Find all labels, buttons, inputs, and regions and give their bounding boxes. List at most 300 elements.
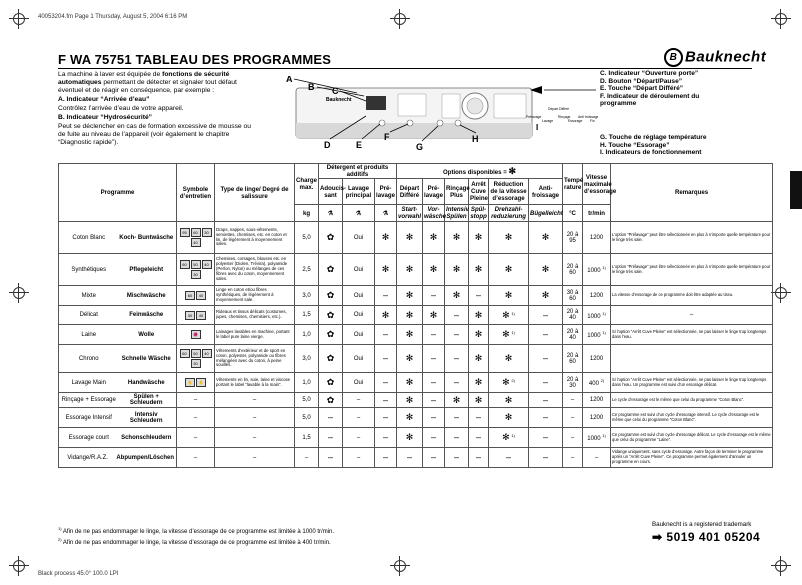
delay-cell xyxy=(397,448,423,468)
table-row xyxy=(59,393,773,408)
programme-name-table xyxy=(60,412,175,424)
programme-name-table xyxy=(60,235,175,241)
footnote-ref: 1) xyxy=(511,433,515,438)
charge-value: 3,0 xyxy=(302,355,311,362)
prewash-option-cell xyxy=(423,325,445,345)
prewash-value: – xyxy=(382,377,388,387)
control-panel-diagram xyxy=(262,76,598,172)
remark-cell xyxy=(611,373,773,393)
anti-crease-cell xyxy=(529,306,563,325)
rinse-plus-cell xyxy=(445,286,469,306)
rinse-plus-option: – xyxy=(453,309,459,320)
spin-reduction-cell xyxy=(489,408,529,428)
panel-option-label: Départ Différé xyxy=(548,107,570,111)
remark-text: Ce programme est suivi d’un cycle d’essorage délicat. Le cycle d’essorage est le même que celui du programme “Laine”. xyxy=(612,431,771,442)
trademark: Bauknecht is a registered trademark xyxy=(652,521,752,528)
table-row xyxy=(59,254,773,286)
care-symbols xyxy=(177,373,215,393)
linen-type-cell xyxy=(215,306,295,325)
softener-icon: ⚗ xyxy=(319,205,343,222)
delay-option: ✻ xyxy=(405,394,414,405)
main-wash-value: – xyxy=(356,454,361,461)
prewash-option-cell xyxy=(423,448,445,468)
spin-speed-cell xyxy=(583,408,611,428)
care-symbols xyxy=(177,408,215,428)
softener-cell xyxy=(319,408,343,428)
spin-reduction-option: – xyxy=(505,452,511,462)
spin-speed-cell xyxy=(583,345,611,373)
prewash-cell xyxy=(375,286,397,306)
remark-cell xyxy=(611,286,773,306)
rinse-plus-option: – xyxy=(453,452,459,462)
softener-value: ✿ xyxy=(326,394,335,405)
temperature-value: – xyxy=(570,414,575,421)
legend-item: programme xyxy=(600,100,637,108)
main-wash-cell xyxy=(343,222,375,254)
spin-speed-value: 1200 xyxy=(589,292,604,299)
main-wash-cell xyxy=(343,408,375,428)
prewash-value: – xyxy=(382,329,388,339)
charge-value: 3,0 xyxy=(302,292,311,299)
page-title: F WA 75751 TABLEAU DES PROGRAMMES xyxy=(58,52,332,67)
spin-reduction-option: ✻ xyxy=(504,353,513,363)
softener-value: ✿ xyxy=(326,309,335,320)
programme-name-de: Spülen + Schleudern xyxy=(129,394,163,406)
crop-mark-icon xyxy=(13,13,25,25)
charge-cell xyxy=(295,345,319,373)
charge-value: 1,0 xyxy=(302,331,311,338)
care-symbol-icon: 60 xyxy=(185,291,195,300)
rinse-hold-cell xyxy=(469,254,489,286)
temperature-value: 20 à 40 xyxy=(566,309,579,321)
care-symbol-icon: ✋ xyxy=(196,378,206,387)
delay-option: – xyxy=(406,452,412,462)
main-wash-value: Oui xyxy=(353,331,364,338)
programme-name-de: Pflegeleicht xyxy=(129,266,164,273)
prewash-option: – xyxy=(430,353,436,363)
panel-option-label: Fin xyxy=(590,119,595,123)
footnotes xyxy=(58,525,334,547)
arrow-icon: ➡ xyxy=(652,530,663,544)
temperature-cell xyxy=(563,254,583,286)
prewash-value: – xyxy=(382,394,388,405)
panel-option-label: Rinçage xyxy=(558,115,571,119)
spin-reduction-cell xyxy=(489,325,529,345)
panel-option-label: Lavage xyxy=(542,119,554,123)
linen-type-cell xyxy=(215,222,295,254)
delay-option: ✻ xyxy=(405,432,414,442)
part-number-value: 5019 401 05204 xyxy=(666,530,761,544)
spin-speed-value: 1200 xyxy=(589,414,604,421)
indicator-a-title: A. Indicateur “Arrivée d’eau” xyxy=(58,96,150,103)
legend-item: E. Touche “Départ Différé” xyxy=(600,85,684,93)
remark-cell xyxy=(611,222,773,254)
remark-cell xyxy=(611,428,773,448)
remark-text: Le cycle d’essorage est le même que celui du programme “Coton Blanc”. xyxy=(612,396,745,402)
programme-name-de: Wolle xyxy=(138,331,155,338)
temperature-value: 30 à 60 xyxy=(566,289,579,302)
de-spul: Spül- stopp xyxy=(470,206,487,220)
charge-value: 5,0 xyxy=(302,234,311,241)
marker-a: A xyxy=(286,76,293,84)
remark-text: Si l’option “Arrêt Cuve Pleine” est sélectionnée, ne pas laisser le linge trop longtemps dans l’eau. Un programme est suivi d’un essorage délicat. xyxy=(612,376,767,387)
care-symbol-icon: 60 xyxy=(180,349,190,358)
brand-ring-icon: B xyxy=(664,48,683,67)
temperature-cell xyxy=(563,448,583,468)
delay-cell xyxy=(397,428,423,448)
temperature-value: 20 à 95 xyxy=(566,231,579,244)
prewash-option: – xyxy=(430,452,436,462)
programme-name xyxy=(59,448,177,468)
main-wash-value: Oui xyxy=(353,379,364,386)
spin-reduction-option: ✻ xyxy=(504,264,513,274)
temperature-value: – xyxy=(570,434,575,441)
programme-name xyxy=(59,286,177,306)
remark-cell xyxy=(611,345,773,373)
rinse-hold-option: – xyxy=(475,452,481,462)
charge-value: 1,0 xyxy=(302,379,311,386)
main-wash-cell xyxy=(343,393,375,408)
spin-speed-value: 1000 xyxy=(587,268,601,274)
linen-type-cell xyxy=(215,373,295,393)
softener-cell xyxy=(319,306,343,325)
care-symbol-icon: 30 xyxy=(191,270,201,279)
prewash-option-cell xyxy=(423,254,445,286)
col-options xyxy=(397,164,563,179)
spin-speed-cell xyxy=(583,325,611,345)
anti-crease-option: – xyxy=(543,329,549,339)
print-footer: Black process 45.0° 100.0 LPI xyxy=(38,571,119,577)
softener-cell xyxy=(319,286,343,306)
softener-cell xyxy=(319,428,343,448)
charge-cell xyxy=(295,428,319,448)
option-star-icon: ✻ xyxy=(508,165,517,176)
prewash-cell xyxy=(375,428,397,448)
delay-cell xyxy=(397,325,423,345)
programme-name xyxy=(59,254,177,286)
main-wash-value: – xyxy=(356,397,361,403)
table-row xyxy=(59,408,773,428)
charge-value: 5,0 xyxy=(302,414,311,421)
programme-name-table xyxy=(60,394,175,406)
programme-name xyxy=(59,428,177,448)
main-wash-cell xyxy=(343,306,375,325)
delay-option: ✻ xyxy=(405,309,414,320)
main-wash-icon: ⚗ xyxy=(343,205,375,222)
rinse-hold-option: ✻ xyxy=(474,264,483,274)
delay-cell xyxy=(397,408,423,428)
main-wash-value: – xyxy=(356,434,361,441)
rinse-hold-option: ✻ xyxy=(474,232,483,242)
programme-name-de-cell xyxy=(118,312,176,318)
care-symbols xyxy=(177,448,215,468)
temperature-cell xyxy=(563,345,583,373)
col-adoucissant: Adoucis- sant xyxy=(319,179,343,205)
programme-name-fr: Essorage court xyxy=(68,434,109,441)
programme-name-fr-cell xyxy=(60,312,118,318)
programme-name-fr: Chrono xyxy=(78,355,99,362)
footnote-ref: 2) xyxy=(511,378,515,383)
spin-speed-cell xyxy=(583,286,611,306)
spin-reduction-option: ✻ xyxy=(502,377,510,387)
footnote-number: 1) xyxy=(58,526,62,531)
control-panel-svg xyxy=(262,76,598,172)
indicator-a-text: Contrôlez l’arrivée d’eau de votre appareil. xyxy=(58,105,184,112)
programme-name-fr-cell xyxy=(60,435,118,441)
main-wash-value: Oui xyxy=(353,312,364,318)
indicator-b-title: B. Indicateur “Hydrosécurité” xyxy=(58,114,153,121)
charge-cell xyxy=(295,306,319,325)
spin-reduction-cell xyxy=(489,306,529,325)
remark-cell xyxy=(611,393,773,408)
options-label: Options disponibles = xyxy=(442,168,507,176)
footnote-ref: 1) xyxy=(511,310,515,316)
rinse-plus-option: – xyxy=(453,353,459,363)
rinse-plus-cell xyxy=(445,428,469,448)
rinse-hold-cell xyxy=(469,325,489,345)
spin-reduction-option: ✻ xyxy=(504,290,513,300)
softener-value: ✿ xyxy=(326,353,335,363)
marker-h: H xyxy=(472,134,479,144)
anti-crease-option: – xyxy=(543,452,549,462)
anti-crease-cell xyxy=(529,373,563,393)
anti-crease-cell xyxy=(529,428,563,448)
charge-cell xyxy=(295,222,319,254)
linen-type: – xyxy=(252,414,257,421)
charge-value: 5,0 xyxy=(302,397,311,403)
care-symbol-icon: 40 xyxy=(196,311,206,320)
charge-cell xyxy=(295,393,319,408)
rinse-hold-cell xyxy=(469,373,489,393)
rinse-plus-cell xyxy=(445,222,469,254)
footnote xyxy=(58,525,334,536)
programme-name xyxy=(59,408,177,428)
programme-name-fr-cell xyxy=(60,356,118,362)
spin-reduction-cell xyxy=(489,286,529,306)
main-wash-cell xyxy=(343,345,375,373)
rinse-hold-cell xyxy=(469,222,489,254)
part-number xyxy=(652,530,760,544)
programme-name-de-cell xyxy=(118,394,176,406)
rinse-hold-cell xyxy=(469,408,489,428)
prewash-value: ✻ xyxy=(381,264,390,274)
anti-crease-option: ✻ xyxy=(541,232,550,242)
programme-name-fr-cell xyxy=(60,332,118,338)
remark-cell xyxy=(611,306,773,325)
crop-mark-icon xyxy=(13,287,25,299)
rinse-hold-option: – xyxy=(475,432,481,442)
programme-name-table xyxy=(60,312,175,318)
programme-rows xyxy=(59,222,773,468)
table-row xyxy=(59,448,773,468)
remark-cell xyxy=(611,254,773,286)
table-row xyxy=(59,345,773,373)
linen-type: – xyxy=(252,454,257,461)
print-header: 40053204.fm Page 1 Thursday, August 5, 2004 6:16 PM xyxy=(38,14,188,20)
programme-name-de-cell xyxy=(118,332,176,338)
spin-speed-cell xyxy=(583,306,611,325)
prewash-option: – xyxy=(430,377,436,387)
softener-cell xyxy=(319,254,343,286)
marker-i: I xyxy=(536,123,539,132)
linen-type: Linge en coton et/ou fibres synthétiques, de légèrement à moyennement sale. xyxy=(216,287,274,302)
delay-option: ✻ xyxy=(405,232,414,242)
marker-c: C xyxy=(332,86,339,96)
col-temperature: Tempé rature xyxy=(563,164,583,205)
legend-item: G. Touche de réglage température xyxy=(600,133,707,141)
spin-reduction-option: ✻ xyxy=(504,412,513,422)
prewash-option: ✻ xyxy=(429,232,438,242)
rinse-plus-option: – xyxy=(453,432,459,442)
rinse-hold-option: ✻ xyxy=(474,353,483,363)
linen-type: Rideaux et tissus délicats (costumes, jupes, chemises, chemisiers, etc.). xyxy=(216,309,287,319)
spin-speed-value: 1200 xyxy=(589,355,604,362)
spin-reduction-option: ✻ xyxy=(504,232,513,242)
softener-cell xyxy=(319,448,343,468)
rinse-plus-cell xyxy=(445,254,469,286)
legend-item: I. Indicateurs de fonctionnement xyxy=(600,149,702,157)
temperature-cell xyxy=(563,393,583,408)
programme-name-de: Handwäsche xyxy=(127,379,165,386)
table-row xyxy=(59,373,773,393)
prewash-value: – xyxy=(382,412,388,422)
care-symbol-icon: 40 xyxy=(202,260,212,269)
remark-cell xyxy=(611,408,773,428)
programme-name-de: Koch- Buntwäsche xyxy=(119,234,174,241)
programme-name-de-cell xyxy=(118,412,176,424)
marker-f: F xyxy=(384,132,390,142)
spin-reduction-cell xyxy=(489,254,529,286)
prewash-value: – xyxy=(382,353,388,363)
programme-name-table xyxy=(60,293,175,299)
prewash-option: – xyxy=(430,290,436,300)
remark-text: L’option “Prélavage” peut être sélectionnée en plus à n’importe quelle température pour le linge très sale. xyxy=(612,263,771,274)
prewash-option-cell xyxy=(423,286,445,306)
symbol-dash: – xyxy=(193,434,198,441)
temperature-value: 20 à 60 xyxy=(566,352,579,365)
softener-value: – xyxy=(327,412,333,422)
rinse-hold-option: ✻ xyxy=(474,377,483,387)
softener-value: – xyxy=(327,432,333,442)
legend-item: D. Bouton “Départ/Pause” xyxy=(600,77,683,85)
anti-crease-option: ✻ xyxy=(541,264,550,274)
col-prelavage: Pré- lavage xyxy=(375,179,397,205)
temp-button-icon xyxy=(437,120,443,126)
programme-table xyxy=(58,163,773,468)
col-symbole: Symbole d’entretien xyxy=(177,164,215,222)
section-tab xyxy=(790,171,802,209)
col-lavage-principal: Lavage principal xyxy=(343,179,375,205)
panel-display xyxy=(366,96,386,110)
main-wash-value: Oui xyxy=(353,355,364,362)
main-wash-value: – xyxy=(356,414,361,421)
col-remarques: Remarques xyxy=(611,164,773,222)
table-row xyxy=(59,286,773,306)
de-intensiv: Intensiv Spülen xyxy=(446,206,470,220)
anti-crease-cell xyxy=(529,325,563,345)
softener-value: – xyxy=(327,452,333,462)
prewash-cell xyxy=(375,222,397,254)
col-vitesse: Vitesse maximale d’essorage xyxy=(583,164,611,205)
rinse-hold-option: ✻ xyxy=(474,309,483,320)
spin-speed-value: 400 xyxy=(588,381,599,387)
spin-speed-value: 1000 xyxy=(587,333,601,339)
care-symbols xyxy=(177,286,215,306)
care-symbols xyxy=(177,222,215,254)
rinse-plus-option: ✻ xyxy=(452,264,461,274)
title-rule xyxy=(58,68,752,69)
care-symbols xyxy=(177,254,215,286)
main-wash-cell xyxy=(343,373,375,393)
programme-name xyxy=(59,393,177,408)
col-detergent: Détergent et produits additifs xyxy=(319,164,397,179)
spin-reduction-option: ✻ xyxy=(502,329,510,339)
care-symbol-icon: 40 xyxy=(202,349,212,358)
prewash-value: – xyxy=(382,290,388,300)
prewash-value: ✻ xyxy=(381,309,390,320)
spin-reduction-cell xyxy=(489,222,529,254)
rinse-hold-option: ✻ xyxy=(474,394,483,405)
spin-speed-cell xyxy=(583,448,611,468)
spin-reduction-option: ✻ xyxy=(504,394,513,405)
prewash-cell xyxy=(375,325,397,345)
rinse-hold-cell xyxy=(469,306,489,325)
panel-brand: Bauknecht xyxy=(326,97,352,103)
care-symbol-icon: 40 xyxy=(196,291,206,300)
programme-name-fr-cell xyxy=(60,412,118,424)
programme-name-de-cell xyxy=(118,235,176,241)
panel-program-list-3 xyxy=(494,94,526,118)
prewash-option-cell xyxy=(423,306,445,325)
programme-name-de-cell xyxy=(118,267,176,273)
marker-e: E xyxy=(356,140,363,150)
anti-crease-cell xyxy=(529,448,563,468)
remark-text: L’option “Prélavage” peut être sélectionnée en plus à n’importe quelle température pour le linge très sale. xyxy=(612,231,771,242)
spin-speed-value: – xyxy=(594,454,599,461)
intro-bold: fonctions de sécurité automatiques xyxy=(58,71,230,86)
programme-name-fr: Synthétiques xyxy=(71,266,107,273)
panel-option-label: Prélavage xyxy=(526,115,542,119)
indicator-legend xyxy=(600,70,755,157)
programme-name xyxy=(59,373,177,393)
delay-cell xyxy=(397,393,423,408)
rinse-hold-cell xyxy=(469,286,489,306)
panel-option-label: Anti froissage xyxy=(578,115,598,119)
linen-type-cell xyxy=(215,286,295,306)
col-programme: Programme xyxy=(59,164,177,222)
rinse-plus-cell xyxy=(445,393,469,408)
table-row xyxy=(59,428,773,448)
footnote-number: 2) xyxy=(58,537,62,542)
programme-name-fr: Vidange/R.A.Z. xyxy=(67,454,108,461)
crop-mark-icon xyxy=(394,560,406,572)
rinse-plus-cell xyxy=(445,306,469,325)
de-start: Start- vorwahl xyxy=(398,206,422,220)
care-symbol-icon: 40 xyxy=(191,238,201,247)
footnote-ref: 1) xyxy=(602,330,606,335)
linen-type-cell xyxy=(215,254,295,286)
footnote-ref: 1) xyxy=(602,433,606,438)
remark-text: Vidange uniquement, sans cycle d’essorage. Autre façon de terminer le programme après un “Arrêt Cuve Pleine”. Ce programme permet également d’annuler un programme en cours. xyxy=(612,449,764,464)
prewash-cell xyxy=(375,345,397,373)
col-prelavage-option: Pré- lavage xyxy=(423,179,445,205)
rinse-plus-option: ✻ xyxy=(452,232,461,242)
rinse-plus-cell xyxy=(445,325,469,345)
linen-type-cell xyxy=(215,408,295,428)
panel-option-label: Essorage xyxy=(568,119,583,123)
care-symbol-icon: 30 xyxy=(202,228,212,237)
prewash-cell xyxy=(375,373,397,393)
